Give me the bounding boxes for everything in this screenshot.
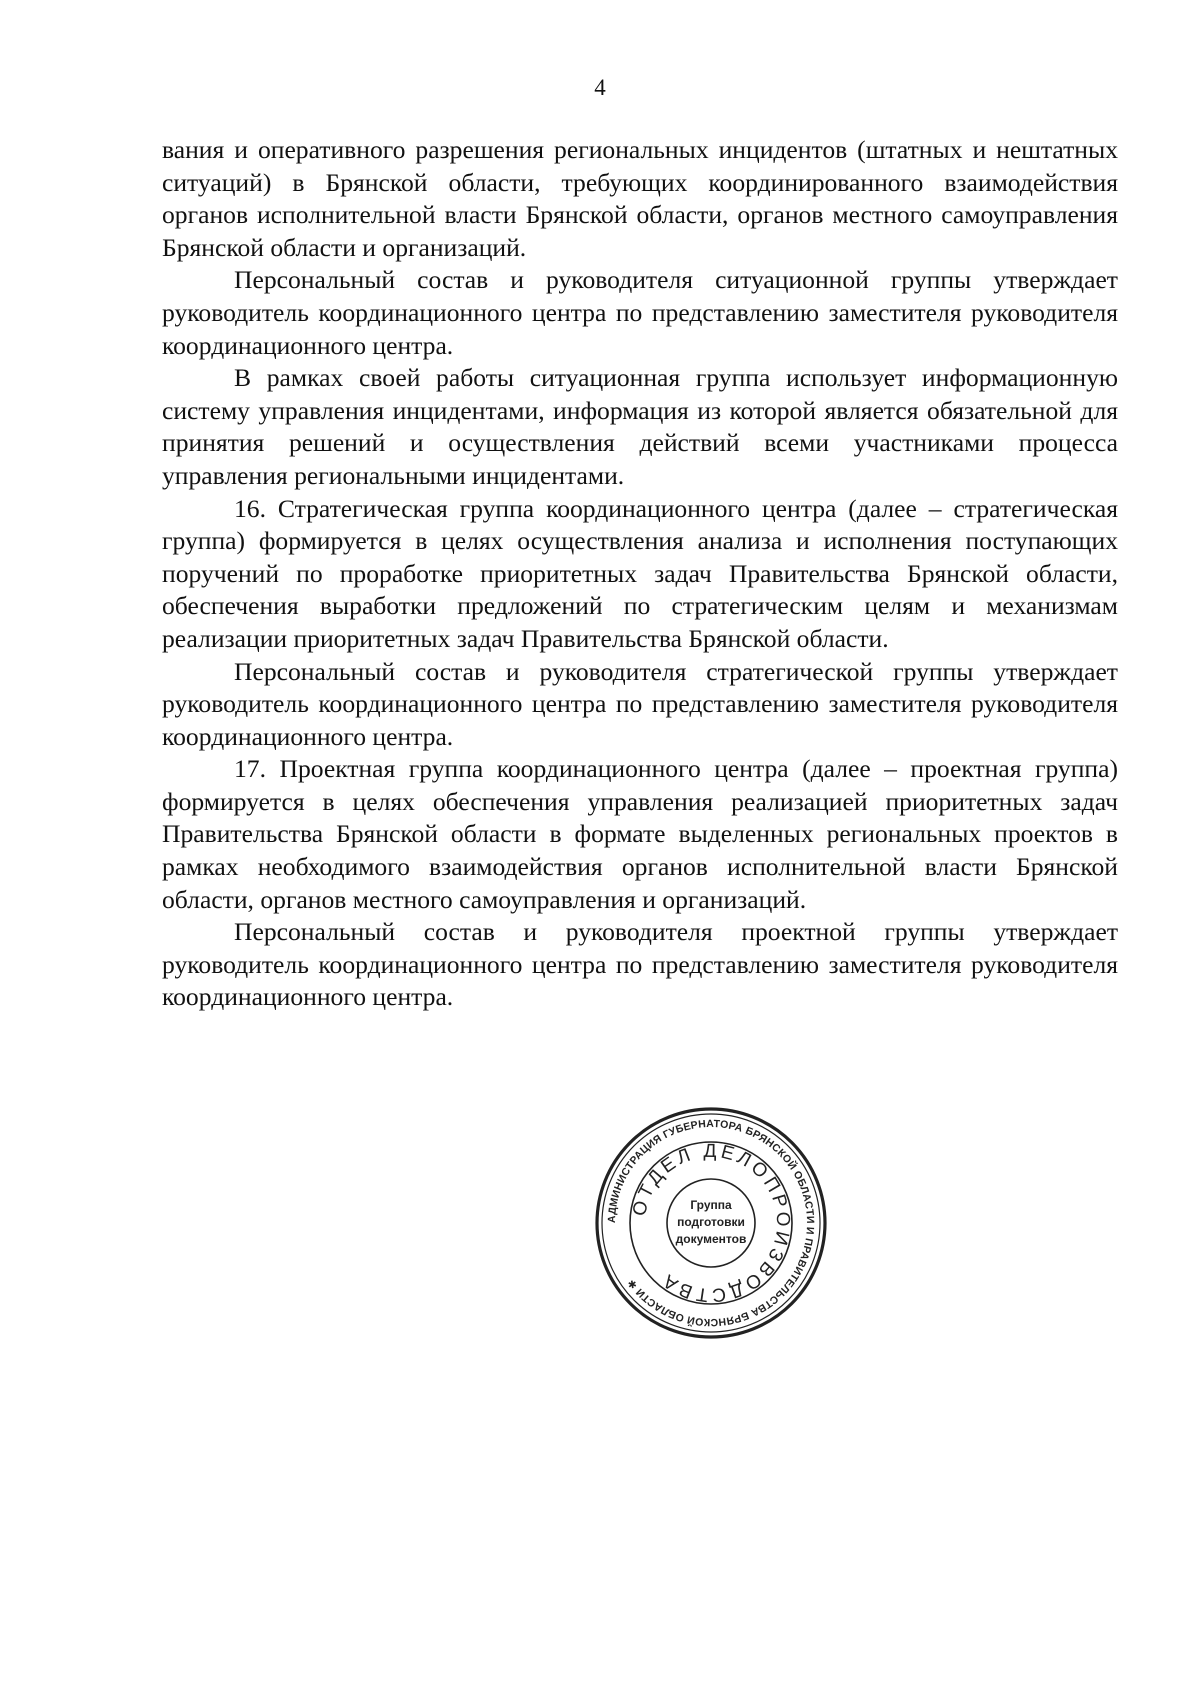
office-stamp: [594, 1106, 828, 1340]
stamp-middle-text: ОТДЕЛ ДЕЛОПРОИЗВОДСТВА: [629, 1140, 794, 1306]
paragraph-3: В рамках своей работы ситуационная группа использует информационную систему управления инцидентами, информация из которой является обязательной для принятия решений и осуществления действий всеми участниками процесса управления региональными инцидентами.: [162, 363, 1118, 490]
page-number: 4: [594, 75, 606, 100]
paragraph-2: Персональный состав и руководителя ситуационной группы утверждает руководитель координационного центра по представлению заместителя руководителя координационного центра.: [162, 265, 1118, 360]
paragraph-5: Персональный состав и руководителя стратегической группы утверждает руководитель координационного центра по представлению заместителя руководителя координационного центра.: [162, 656, 1118, 751]
paragraph-4: 16. Стратегическая группа координационного центра (далее – стратегическая группа) формируется в целях осуществления анализа и исполнения поступающих поручений по проработке приоритетных задач Правительства Брянской области, обеспечения выработки предложений по стратегическим целям и механизмам реализации приоритетных задач Правительства Брянской области.: [162, 493, 1118, 653]
paragraph-6: 17. Проектная группа координационного центра (далее – проектная группа) формируется в целях обеспечения управления реализацией приоритетных задач Правительства Брянской области в формате выделенных региональных проектов в рамках необходимого взаимодействия органов исполнительной власти Брянской области, органов местного самоуправления и организаций.: [162, 754, 1118, 914]
document-body: [162, 134, 1118, 1014]
stamp-outer-text: АДМИНИСТРАЦИЯ ГУБЕРНАТОРА БРЯНСКОЙ ОБЛАСТИ И ПРАВИТЕЛЬСТВА БРЯНСКОЙ ОБЛАСТИ ✱: [605, 1117, 817, 1329]
stamp-center-line-3: документов: [675, 1232, 747, 1246]
stamp-center-line-1: Группа: [690, 1198, 732, 1212]
paragraph-1: вания и оперативного разрешения региональных инцидентов (штатных и нештатных ситуаций) в Брянской области, требующих координированного взаимодействия органов исполнительной власти Брянской области, органов местного самоуправления Брянской области и организаций.: [162, 135, 1118, 262]
paragraph-7: Персональный состав и руководителя проектной группы утверждает руководитель координационного центра по представлению заместителя руководителя координационного центра.: [162, 917, 1118, 1012]
stamp-center-line-2: подготовки: [677, 1215, 745, 1229]
stamp-graphic: [594, 1106, 828, 1340]
